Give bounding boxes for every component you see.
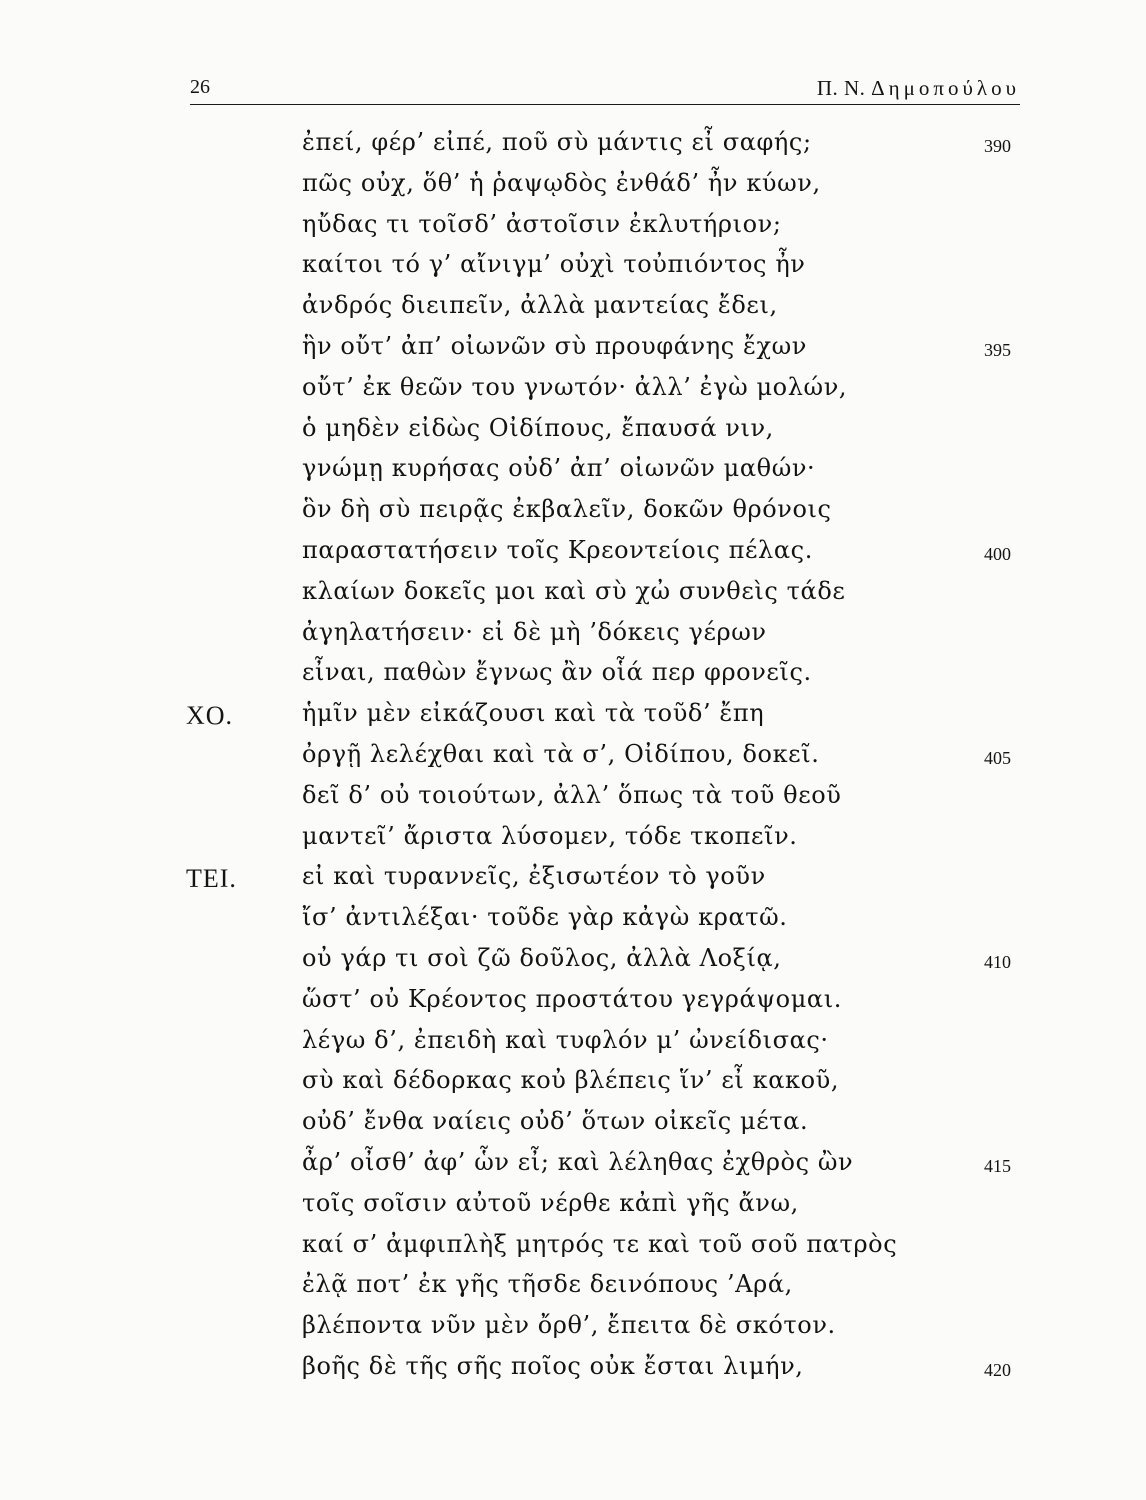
- verse-text: καίτοι τό γ’ αἴνιγμ’ οὐχὶ τοὐπιόντος ἦν: [302, 250, 806, 279]
- line-number: 390: [984, 136, 1011, 156]
- verse-text: ἐπεί, φέρ’ εἰπέ, ποῦ σὺ μάντις εἶ σαφής;: [302, 128, 812, 156]
- verse-line: [0, 1062, 1146, 1103]
- speaker-label: ΧΟ.: [186, 701, 234, 731]
- verse-text: τοῖς σοῖσιν αὐτοῦ νέρθε κἀπὶ γῆς ἄνω,: [302, 1188, 799, 1217]
- verse-text: πῶς οὐχ, ὅθ’ ἡ ῥαψῳδὸς ἐνθάδ’ ἦν κύων,: [302, 168, 821, 197]
- verse-line: [0, 532, 1146, 573]
- verse-line: [0, 410, 1146, 451]
- verse-line: [0, 981, 1146, 1022]
- running-head-author: Δημοπούλου: [871, 76, 1020, 100]
- verse-line: [0, 1022, 1146, 1063]
- verse-line: [0, 818, 1146, 859]
- line-number: 410: [984, 951, 1011, 972]
- verse-text: δεῖ δ’ οὐ τοιούτων, ἀλλ’ ὅπως τὰ τοῦ θεοῦ: [302, 780, 842, 809]
- verse-line: [0, 777, 1146, 818]
- verse-block: [0, 124, 1146, 1389]
- verse-line: [0, 165, 1146, 206]
- verse-line: [0, 573, 1146, 614]
- verse-text: κλαίων δοκεῖς μοι καὶ σὺ χὠ συνθεὶς τάδε: [302, 576, 846, 605]
- verse-text: ἆρ’ οἶσθ’ ἀφ’ ὧν εἶ; καὶ λέληθας ἐχθρὸς ὢν: [302, 1147, 854, 1176]
- verse-line: [0, 1307, 1146, 1348]
- verse-text: ὥστ’ οὐ Κρέοντος προστάτου γεγράψομαι.: [302, 984, 842, 1013]
- line-number: 395: [984, 339, 1011, 360]
- verse-text: σὺ καὶ δέδορκας κοὐ βλέπεις ἵν’ εἶ κακοῦ,: [302, 1066, 840, 1095]
- verse-text: οὐδ’ ἔνθα ναίεις οὐδ’ ὅτων οἰκεῖς μέτα.: [302, 1107, 809, 1136]
- verse-text: παραστατήσειν τοῖς Κρεοντείοις πέλας.: [302, 535, 813, 564]
- line-number: 405: [984, 747, 1011, 768]
- line-number: 400: [984, 543, 1011, 564]
- verse-line: [0, 940, 1146, 981]
- verse-text: ἡμῖν μὲν εἰκάζουσι καὶ τὰ τοῦδ’ ἔπη: [302, 699, 765, 728]
- verse-line: [0, 1185, 1146, 1226]
- verse-line: [0, 695, 1146, 736]
- verse-line: [0, 654, 1146, 695]
- verse-line: [0, 124, 1146, 165]
- verse-text: καί σ’ ἀμφιπλὴξ μητρός τε καὶ τοῦ σοῦ πατρὸς: [302, 1229, 898, 1258]
- verse-text: ἀνδρός διειπεῖν, ἀλλὰ μαντείας ἔδει,: [302, 291, 778, 320]
- verse-text: εἰ καὶ τυραννεῖς, ἐξισωτέον τὸ γοῦν: [302, 862, 766, 891]
- verse-text: εἶναι, παθὼν ἔγνως ἂν οἷά περ φρονεῖς.: [302, 658, 812, 687]
- verse-line: [0, 328, 1146, 369]
- page-header: [190, 76, 1020, 105]
- verse-text: ἐλᾷ ποτ’ ἐκ γῆς τῆσδε δεινόπους ’Αρά,: [302, 1270, 793, 1299]
- verse-line: [0, 491, 1146, 532]
- line-number: 420: [984, 1359, 1011, 1380]
- verse-line: [0, 246, 1146, 287]
- verse-line: [0, 899, 1146, 940]
- verse-text: ὁ μηδὲν εἰδὼς Οἰδίπους, ἔπαυσά νιν,: [302, 413, 774, 442]
- verse-text: οὐ γάρ τι σοὶ ζῶ δοῦλος, ἀλλὰ Λοξίᾳ,: [302, 943, 782, 972]
- verse-line: [0, 1103, 1146, 1144]
- verse-text: ἀγηλατήσειν· εἰ δὲ μὴ ’δόκεις γέρων: [302, 617, 767, 646]
- verse-text: μαντεῖ’ ἄριστα λύσομεν, τόδε τκοπεῖν.: [302, 821, 798, 850]
- verse-text: οὔτ’ ἐκ θεῶν του γνωτόν· ἀλλ’ ἐγὼ μολών,: [302, 372, 848, 401]
- verse-text: γνώμῃ κυρήσας οὐδ’ ἀπ’ οἰωνῶν μαθών·: [302, 454, 816, 483]
- verse-text: λέγω δ’, ἐπειδὴ καὶ τυφλόν μ’ ὠνείδισας·: [302, 1025, 829, 1054]
- verse-text: βλέποντα νῦν μὲν ὄρθ’, ἔπειτα δὲ σκότον.: [302, 1311, 836, 1340]
- verse-line: [0, 1348, 1146, 1389]
- running-head: [817, 76, 1020, 101]
- verse-line: [0, 287, 1146, 328]
- verse-line: [0, 369, 1146, 410]
- verse-line: [0, 1144, 1146, 1185]
- verse-line: [0, 736, 1146, 777]
- verse-line: [0, 614, 1146, 655]
- verse-line: [0, 1226, 1146, 1267]
- verse-text: ὃν δὴ σὺ πειρᾷς ἐκβαλεῖν, δοκῶν θρόνοις: [302, 495, 832, 524]
- verse-line: [0, 1266, 1146, 1307]
- verse-line: [0, 450, 1146, 491]
- verse-text: ἴσ’ ἀντιλέξαι· τοῦδε γὰρ κἀγὼ κρατῶ.: [302, 903, 788, 932]
- verse-text: ηὔδας τι τοῖσδ’ ἀστοῖσιν ἐκλυτήριον;: [302, 209, 782, 238]
- page-number: 26: [190, 76, 210, 98]
- verse-text: βοῆς δὲ τῆς σῆς ποῖος οὐκ ἔσται λιμήν,: [302, 1351, 804, 1380]
- verse-line: [0, 206, 1146, 247]
- running-head-initials: Π. Ν.: [816, 76, 872, 100]
- speaker-label: ΤΕΙ.: [186, 864, 237, 894]
- verse-text: ὀργῇ λελέχθαι καὶ τὰ σ’, Οἰδίπου, δοκεῖ.: [302, 739, 820, 768]
- line-number: 415: [984, 1155, 1011, 1176]
- verse-line: [0, 858, 1146, 899]
- verse-text: ἣν οὔτ’ ἀπ’ οἰωνῶν σὺ προυφάνης ἔχων: [302, 331, 807, 360]
